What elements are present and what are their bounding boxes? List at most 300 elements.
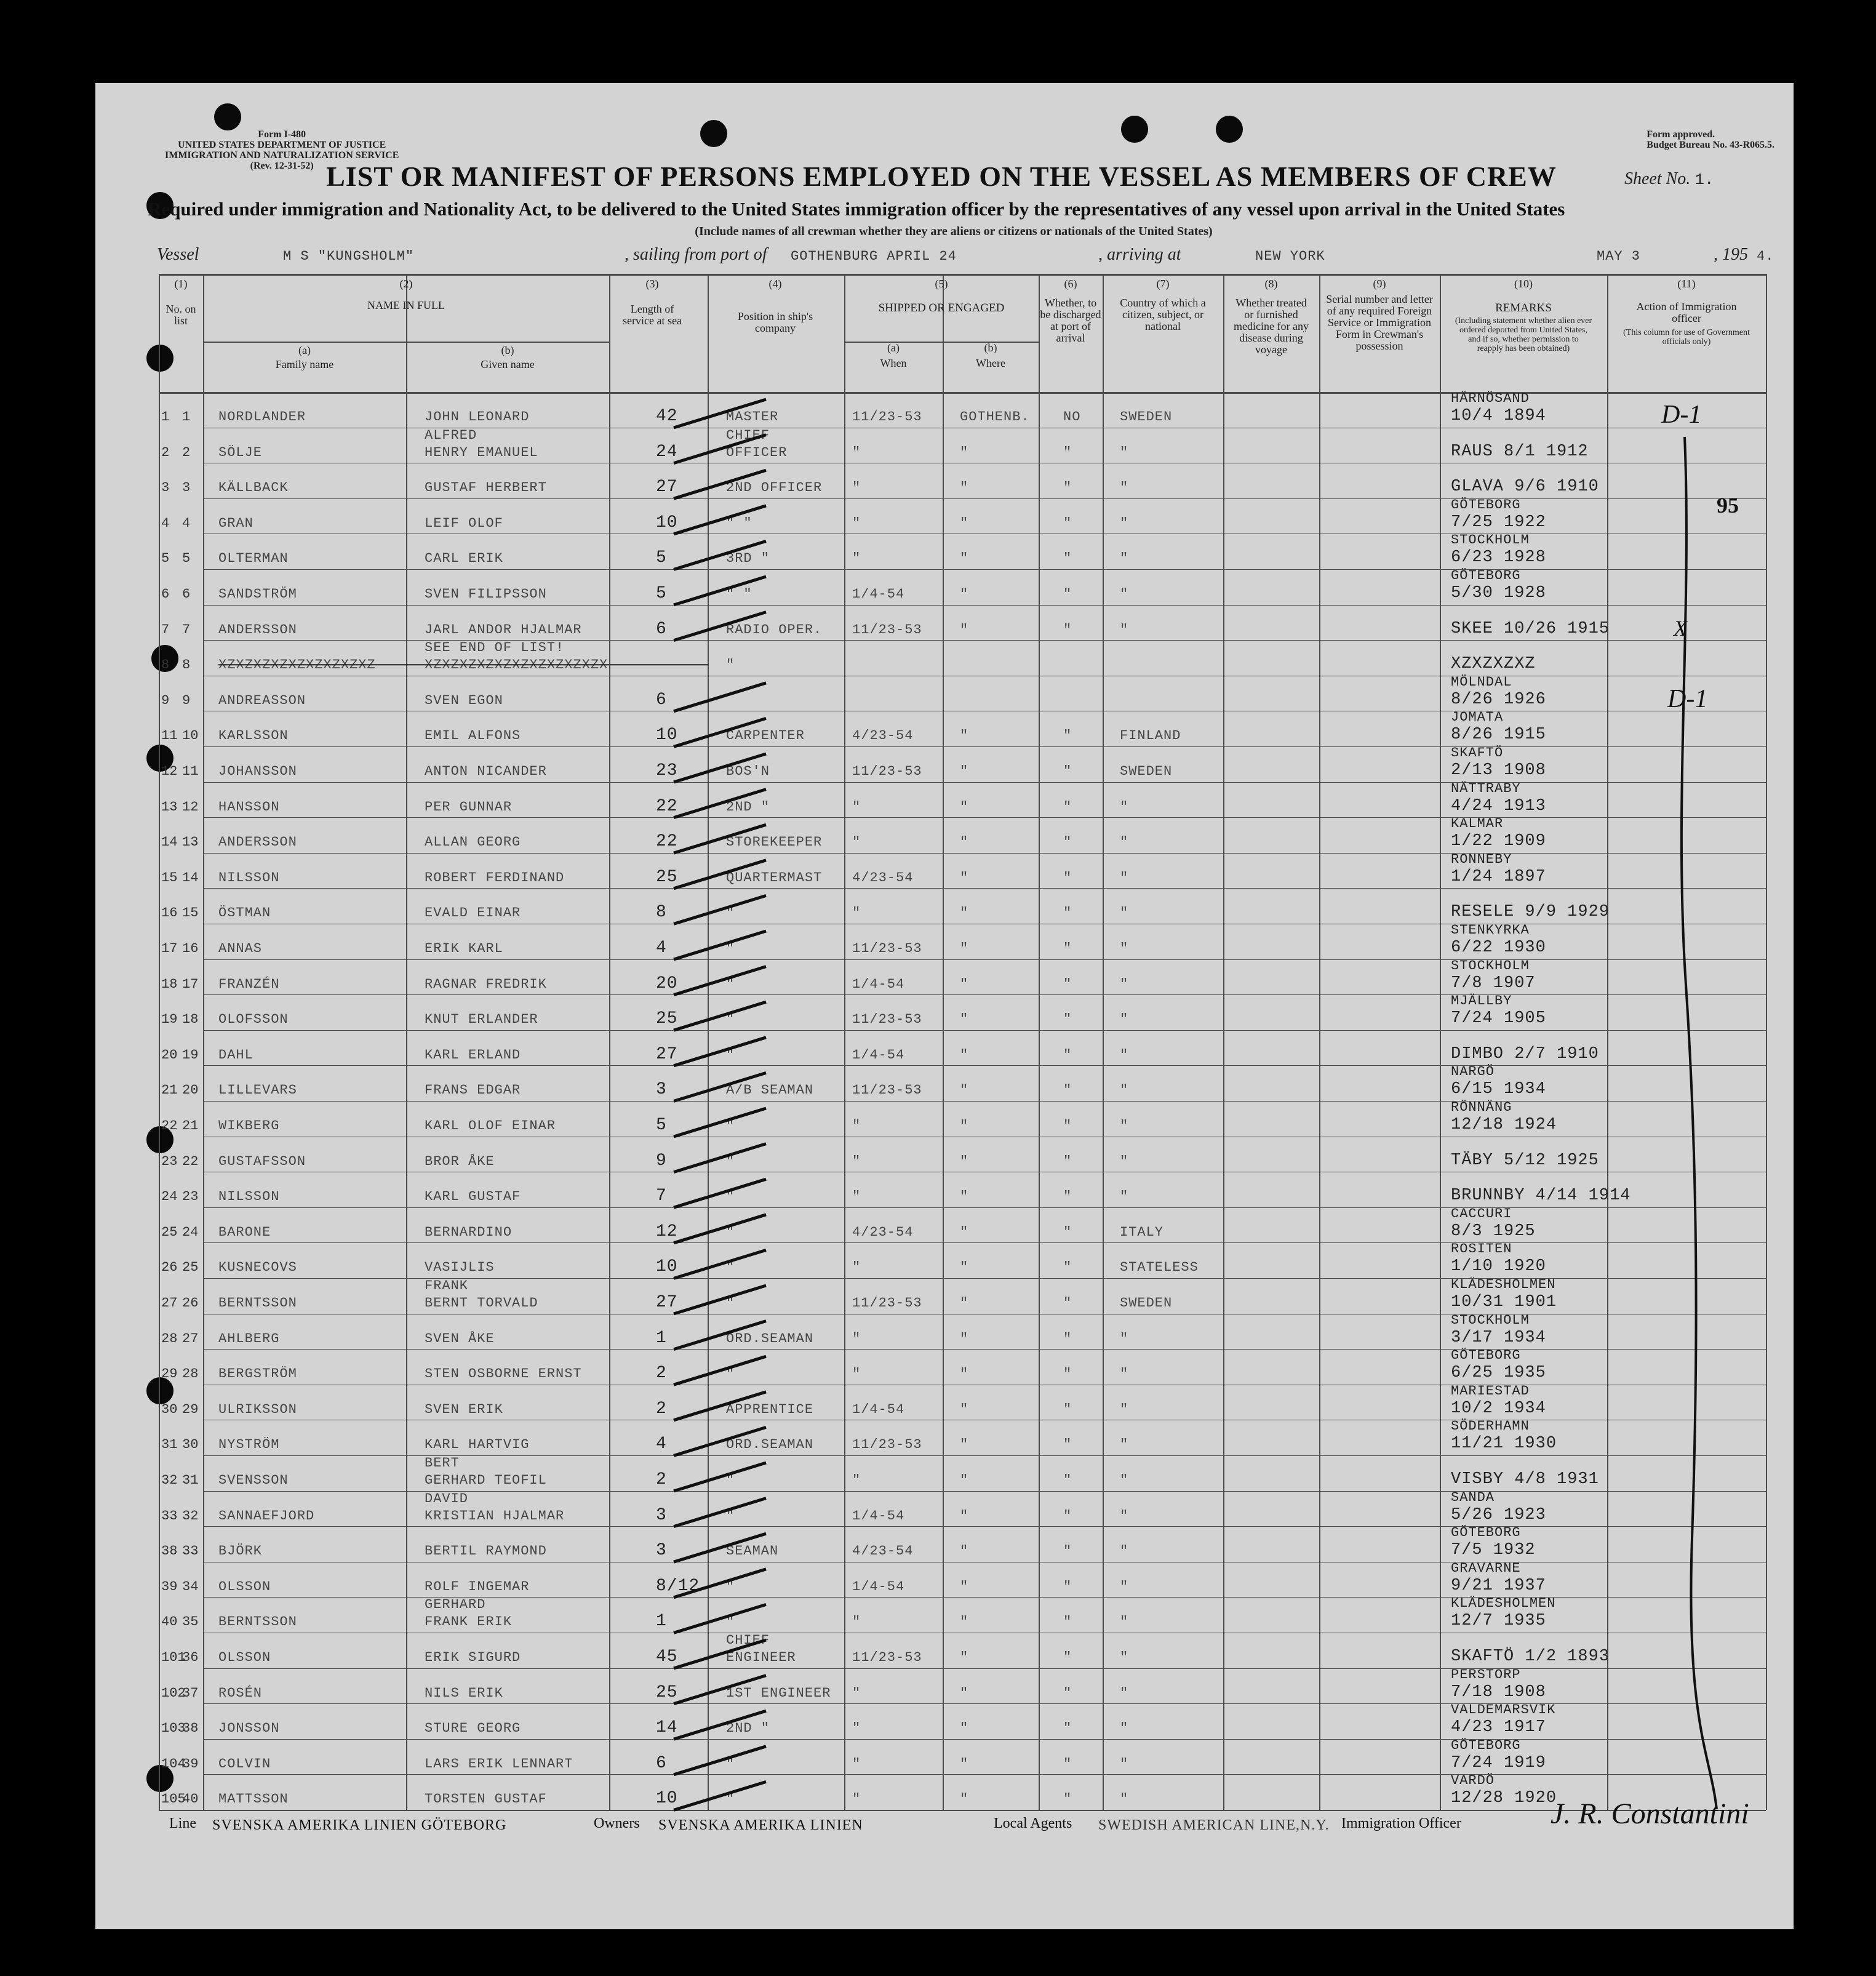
- service-name: IMMIGRATION AND NATURALIZATION SERVICE: [165, 150, 399, 161]
- shipped-when: ": [852, 1756, 861, 1772]
- given-name: BERTIL RAYMOND: [425, 1543, 547, 1559]
- remark: VISBY 4/8 1931: [1451, 1470, 1599, 1489]
- shipped-where: ": [960, 586, 969, 602]
- row-number: 6: [182, 586, 191, 602]
- position: RADIO OPER.: [726, 622, 823, 638]
- citizenship: ": [1120, 1578, 1129, 1594]
- remark-place: JOMATA: [1451, 710, 1504, 726]
- strike-mark: [674, 1179, 766, 1207]
- officer-signature: J. R. Constantini: [1551, 1798, 1749, 1830]
- years-at-sea: 27: [656, 478, 678, 497]
- remark-place: RONNEBY: [1451, 851, 1512, 867]
- row-number: 15: [182, 905, 199, 921]
- position: ": [726, 1791, 735, 1807]
- shipped-where: ": [960, 1756, 969, 1772]
- shipped-when: 1/4-54: [852, 1578, 905, 1594]
- remark: 7/18 1908: [1451, 1682, 1546, 1702]
- shipped-where: ": [960, 764, 969, 779]
- given-name: SVEN ÅKE: [425, 1330, 495, 1346]
- given-name: ROLF INGEMAR: [425, 1578, 530, 1594]
- department-name: UNITED STATES DEPARTMENT OF JUSTICE: [178, 140, 386, 150]
- budget-bureau-no: Budget Bureau No. 43-R065.5.: [1646, 140, 1774, 150]
- given-name-above: DAVID: [425, 1490, 469, 1506]
- position: ": [726, 1047, 735, 1063]
- col2b-label: Given name: [481, 358, 535, 370]
- year-label: , 195: [1714, 245, 1748, 264]
- years-at-sea: 5: [656, 548, 667, 568]
- position: APPRENTICE: [726, 1401, 814, 1417]
- shipped-when: 11/23-53: [852, 764, 922, 779]
- remark-place: GÖTEBORG: [1451, 568, 1521, 583]
- remark: 6/25 1935: [1451, 1364, 1546, 1383]
- row-number: 11: [182, 764, 199, 779]
- family-name: OLOFSSON: [218, 1012, 289, 1028]
- position: ": [726, 1366, 735, 1382]
- shipped-where: ": [960, 1650, 969, 1665]
- discharged: ": [1063, 1118, 1072, 1134]
- footer-agents-value: SWEDISH AMERICAN LINE,N.Y.: [1098, 1817, 1330, 1833]
- strike-mark: [674, 541, 766, 569]
- family-name: HANSSON: [218, 799, 280, 815]
- row-number: 5: [182, 551, 191, 567]
- position: 2ND ": [726, 1721, 770, 1737]
- col5b-label: Where: [976, 357, 1005, 369]
- family-name: SANDSTRÖM: [218, 586, 297, 602]
- family-name: BJÖRK: [218, 1543, 263, 1559]
- years-at-sea: 5: [656, 584, 667, 603]
- approval-text: Form approved.: [1646, 129, 1715, 140]
- form-number: Form I-480: [258, 129, 306, 140]
- years-at-sea: 4: [656, 938, 667, 958]
- remark: 10/2 1934: [1451, 1399, 1546, 1418]
- position: SEAMAN: [726, 1543, 779, 1559]
- shipped-where: ": [960, 1543, 969, 1559]
- years-at-sea: 3: [656, 1080, 667, 1100]
- position: ": [726, 1012, 735, 1028]
- discharged: ": [1063, 515, 1072, 531]
- remark: 12/7 1935: [1451, 1612, 1546, 1631]
- shipped-where: ": [960, 1366, 969, 1382]
- row-left-number: 104: [161, 1756, 186, 1772]
- arrival-port: NEW YORK: [1255, 249, 1325, 264]
- remark: 5/30 1928: [1451, 584, 1546, 602]
- given-name: KARL OLOF EINAR: [425, 1118, 556, 1134]
- row-number: 28: [182, 1366, 199, 1382]
- remark-place: RÖNNÄNG: [1451, 1100, 1512, 1115]
- shipped-where: ": [960, 834, 969, 850]
- strike-mark: [674, 1746, 766, 1775]
- family-name: ANDREASSON: [218, 692, 306, 708]
- row-number: 24: [182, 1224, 199, 1240]
- family-name: BARONE: [218, 1224, 271, 1240]
- discharged: ": [1063, 1721, 1072, 1737]
- discharged: ": [1063, 1685, 1072, 1701]
- years-at-sea: 10: [656, 513, 678, 532]
- family-name: ROSÉN: [218, 1685, 263, 1701]
- remark: 8/3 1925: [1451, 1222, 1536, 1241]
- citizenship: ": [1120, 1473, 1129, 1488]
- discharged: ": [1063, 1260, 1072, 1276]
- given-name: KARL GUSTAF: [425, 1189, 521, 1205]
- given-name: STEN OSBORNE ERNST: [425, 1366, 582, 1382]
- footer-line-label: Line: [169, 1815, 196, 1831]
- citizenship: ITALY: [1120, 1224, 1164, 1240]
- family-name: BERNTSSON: [218, 1295, 297, 1311]
- citizenship: ": [1120, 1012, 1129, 1028]
- shipped-where: ": [960, 1047, 969, 1063]
- given-name-above: BERT: [425, 1455, 460, 1471]
- row-number: 4: [182, 515, 191, 531]
- shipped-where: ": [960, 1224, 969, 1240]
- years-at-sea: 6: [656, 690, 667, 710]
- remark: XZXZXZXZ: [1451, 655, 1536, 674]
- citizenship: ": [1120, 1047, 1129, 1063]
- family-name: XZXZXZXZXZXZXZXZXZ: [218, 657, 376, 673]
- shipped-when: ": [852, 1614, 861, 1630]
- row-number: 2: [182, 444, 191, 460]
- citizenship: ": [1120, 622, 1129, 638]
- discharged: ": [1063, 1791, 1072, 1807]
- row-number: 13: [182, 834, 199, 850]
- shipped-where: ": [960, 1437, 969, 1453]
- row-left-number: 32: [161, 1473, 178, 1488]
- row-left-number: 30: [161, 1401, 178, 1417]
- remark: 2/13 1908: [1451, 761, 1546, 780]
- vessel-name: M S "KUNGSHOLM": [283, 249, 415, 264]
- remark-place: MARIESTAD: [1451, 1383, 1530, 1399]
- col11-note: (This column for use of Government officials only): [1623, 328, 1750, 346]
- position: ORD.SEAMAN: [726, 1330, 814, 1346]
- col2a-label: Family name: [275, 358, 334, 370]
- row-left-number: 6: [161, 586, 170, 602]
- given-name: STURE GEORG: [425, 1721, 521, 1737]
- shipped-where: ": [960, 1508, 969, 1524]
- citizenship: ": [1120, 976, 1129, 992]
- years-at-sea: 10: [656, 726, 678, 745]
- row-number: 1: [182, 409, 191, 425]
- sailing-port: GOTHENBURG APRIL 24: [791, 249, 957, 264]
- position: OFFICER: [726, 444, 788, 460]
- shipped-where: ": [960, 870, 969, 886]
- given-name: FRANK ERIK: [425, 1614, 513, 1630]
- given-name: BERNT TORVALD: [425, 1295, 538, 1311]
- form-revision: (Rev. 12-31-52): [250, 161, 314, 171]
- years-at-sea: 4: [656, 1434, 667, 1454]
- remark: 5/26 1923: [1451, 1505, 1546, 1524]
- shipped-where: ": [960, 1578, 969, 1594]
- given-name: BERNARDINO: [425, 1224, 513, 1240]
- annotation-row9: D-1: [1667, 685, 1708, 713]
- col6-label: Whether, to be discharged at port of arrival: [1040, 297, 1101, 344]
- strike-mark: [674, 1108, 766, 1137]
- row-number: 30: [182, 1437, 199, 1453]
- remark-place: MJÄLLBY: [1451, 993, 1512, 1009]
- remark: 6/23 1928: [1451, 548, 1546, 567]
- position: 1ST ENGINEER: [726, 1685, 831, 1701]
- years-at-sea: 27: [656, 1044, 678, 1064]
- row-left-number: 14: [161, 834, 178, 850]
- row-left-number: 26: [161, 1260, 178, 1276]
- discharged: ": [1063, 622, 1072, 638]
- discharged: ": [1063, 1401, 1072, 1417]
- row-left-number: 29: [161, 1366, 178, 1382]
- shipped-where: ": [960, 1685, 969, 1701]
- discharged: ": [1063, 1437, 1072, 1453]
- strike-mark: [674, 1782, 766, 1810]
- years-at-sea: 25: [656, 867, 678, 887]
- citizenship: ": [1120, 870, 1129, 886]
- citizenship: ": [1120, 1508, 1129, 1524]
- col7-number: (7): [1156, 278, 1170, 290]
- position: ": [726, 1578, 735, 1594]
- row-left-number: 11: [161, 728, 178, 744]
- discharged: ": [1063, 1366, 1072, 1382]
- family-name: BERNTSSON: [218, 1614, 297, 1630]
- discharged: ": [1063, 941, 1072, 956]
- family-name: OLSSON: [218, 1650, 271, 1665]
- remark-place: PERSTORP: [1451, 1666, 1521, 1682]
- row-left-number: 27: [161, 1295, 178, 1311]
- family-name: KARLSSON: [218, 728, 289, 744]
- row-number: 8: [182, 657, 191, 673]
- row-left-number: 22: [161, 1118, 178, 1134]
- position: STOREKEEPER: [726, 834, 823, 850]
- row-number: 22: [182, 1153, 199, 1169]
- position: MASTER: [726, 409, 779, 425]
- citizenship: ": [1120, 1118, 1129, 1134]
- citizenship: ": [1120, 1330, 1129, 1346]
- shipped-when: ": [852, 1330, 861, 1346]
- column11-count: 95: [1717, 493, 1739, 518]
- remark-place: NÄTTRABY: [1451, 780, 1521, 796]
- discharged: ": [1063, 976, 1072, 992]
- citizenship: ": [1120, 1543, 1129, 1559]
- shipped-when: ": [852, 480, 861, 496]
- strike-mark: [674, 1073, 766, 1101]
- position: ": [726, 1189, 735, 1205]
- position: QUARTERMAST: [726, 870, 823, 886]
- row-number: 12: [182, 799, 199, 815]
- strike-mark: [674, 1427, 766, 1455]
- given-name-above: SEE END OF LIST!: [425, 640, 565, 656]
- col11-number: (11): [1677, 278, 1696, 290]
- position: ": [726, 1260, 735, 1276]
- position: ": [726, 657, 735, 673]
- row-left-number: 9: [161, 692, 170, 708]
- row-number: 36: [182, 1650, 199, 1665]
- row-left-number: 101: [161, 1650, 186, 1665]
- remark: 8/26 1926: [1451, 690, 1546, 709]
- position: " ": [726, 586, 752, 602]
- strike-mark: [674, 1002, 766, 1030]
- strike-mark: [674, 1534, 766, 1562]
- row-left-number: 28: [161, 1330, 178, 1346]
- strike-mark: [674, 683, 766, 711]
- strike-mark: [674, 790, 766, 818]
- strike-mark: [674, 435, 766, 463]
- col9-number: (9): [1373, 278, 1386, 290]
- discharged: ": [1063, 551, 1072, 567]
- years-at-sea: 27: [656, 1293, 678, 1312]
- row-left-number: 33: [161, 1508, 178, 1524]
- remark-place: KLÄDESHOLMEN: [1451, 1596, 1556, 1612]
- position: ": [726, 1614, 735, 1630]
- position: ": [726, 1118, 735, 1134]
- shipped-when: ": [852, 905, 861, 921]
- col5b-number: (b): [984, 342, 997, 354]
- strike-mark: [674, 931, 766, 959]
- remark-place: STOCKHOLM: [1451, 958, 1530, 974]
- row-number: 9: [182, 692, 191, 708]
- row-left-number: 23: [161, 1153, 178, 1169]
- citizenship: ": [1120, 1082, 1129, 1098]
- remark-place: SANDA: [1451, 1489, 1495, 1505]
- shipped-where: ": [960, 1118, 969, 1134]
- years-at-sea: 10: [656, 1257, 678, 1277]
- citizenship: ": [1120, 1721, 1129, 1737]
- shipped-where: ": [960, 1012, 969, 1028]
- remark: 10/31 1901: [1451, 1293, 1557, 1311]
- position: ORD.SEAMAN: [726, 1437, 814, 1453]
- position-above: CHIEF: [726, 1633, 770, 1648]
- col4-label: Position in ship's company: [737, 310, 813, 334]
- remark-place: GÖTEBORG: [1451, 1348, 1521, 1364]
- col11-label: Action of Immigration officer: [1636, 300, 1737, 324]
- shipped-where: ": [960, 1721, 969, 1737]
- include-note: (Include names of all crewman whether they are aliens or citizens or nationals of the United States): [695, 225, 1213, 238]
- row-left-number: 13: [161, 799, 178, 815]
- row-left-number: 39: [161, 1578, 178, 1594]
- family-name: SÖLJE: [218, 444, 263, 460]
- remark-place: GRAVARNE: [1451, 1560, 1521, 1576]
- strike-mark: [674, 577, 766, 605]
- strike-mark: [674, 1356, 766, 1385]
- given-name: KARL HARTVIG: [425, 1437, 530, 1453]
- annotation-row1: D-1: [1661, 401, 1702, 429]
- position: " ": [726, 515, 752, 531]
- family-name: BERGSTRÖM: [218, 1366, 297, 1382]
- col2a-number: (a): [298, 344, 311, 356]
- shipped-where: ": [960, 444, 969, 460]
- discharged: ": [1063, 1047, 1072, 1063]
- col2b-number: (b): [501, 344, 514, 356]
- col4-number: (4): [768, 278, 782, 290]
- discharged: ": [1063, 1153, 1072, 1169]
- family-name: KÄLLBACK: [218, 480, 289, 496]
- given-name: XZXZXZXZXZXZXZXZXZXZX: [425, 657, 609, 673]
- given-name-above: GERHARD: [425, 1597, 486, 1613]
- col7-label: Country of which a citizen, subject, or national: [1120, 297, 1206, 332]
- given-name: PER GUNNAR: [425, 799, 513, 815]
- position: ": [726, 941, 735, 956]
- remark: 7/5 1932: [1451, 1541, 1536, 1560]
- row-left-number: 102: [161, 1685, 186, 1701]
- citizenship: SWEDEN: [1120, 764, 1173, 779]
- sheet-no-value: 1.: [1694, 170, 1714, 189]
- discharged: ": [1063, 1295, 1072, 1311]
- years-at-sea: 23: [656, 761, 678, 780]
- row-left-number: 18: [161, 976, 178, 992]
- strike-mark: [674, 399, 766, 428]
- row-left-number: 15: [161, 870, 178, 886]
- row-number: 40: [182, 1791, 199, 1807]
- row-number: 27: [182, 1330, 199, 1346]
- row-left-number: 38: [161, 1543, 178, 1559]
- shipped-where: ": [960, 1260, 969, 1276]
- years-at-sea: 14: [656, 1718, 678, 1738]
- discharged: ": [1063, 905, 1072, 921]
- discharged: ": [1063, 1650, 1072, 1665]
- remark: 6/22 1930: [1451, 938, 1546, 957]
- strike-mark: [674, 1711, 766, 1739]
- shipped-when: ": [852, 1118, 861, 1134]
- citizenship: ": [1120, 480, 1129, 496]
- row-left-number: 40: [161, 1614, 178, 1630]
- position: ": [726, 1224, 735, 1240]
- remark: RESELE 9/9 1929: [1451, 903, 1610, 922]
- given-name: JARL ANDOR HJALMAR: [425, 622, 582, 638]
- row-number: 37: [182, 1685, 199, 1701]
- position: CARPENTER: [726, 728, 805, 744]
- remark: GLAVA 9/6 1910: [1451, 478, 1599, 497]
- discharged: ": [1063, 1189, 1072, 1205]
- family-name: NYSTRÖM: [218, 1437, 280, 1453]
- remark: TÄBY 5/12 1925: [1451, 1151, 1599, 1170]
- shipped-when: ": [852, 1153, 861, 1169]
- given-name: ERIK SIGURD: [425, 1650, 521, 1665]
- discharged: ": [1063, 1224, 1072, 1240]
- strike-mark: [674, 1569, 766, 1598]
- family-name: WIKBERG: [218, 1118, 280, 1134]
- position: 2ND ": [726, 799, 770, 815]
- citizenship: ": [1120, 1756, 1129, 1772]
- position: ": [726, 1473, 735, 1488]
- years-at-sea: 2: [656, 1364, 667, 1383]
- citizenship: ": [1120, 551, 1129, 567]
- remark: DIMBO 2/7 1910: [1451, 1044, 1599, 1063]
- shipped-where: ": [960, 941, 969, 956]
- citizenship: ": [1120, 799, 1129, 815]
- remark: 3/17 1934: [1451, 1328, 1546, 1347]
- col1-number: (1): [174, 278, 188, 290]
- position: ": [726, 1756, 735, 1772]
- strike-mark: [674, 1321, 766, 1350]
- remark-place: SKAFTÖ: [1451, 745, 1504, 761]
- shipped-where: ": [960, 480, 969, 496]
- family-name: LILLEVARS: [218, 1082, 297, 1098]
- years-at-sea: 1: [656, 1612, 667, 1631]
- given-name: KARL ERLAND: [425, 1047, 521, 1063]
- position: ": [726, 1508, 735, 1524]
- remark-place: VARDÖ: [1451, 1773, 1495, 1789]
- shipped-where: ": [960, 799, 969, 815]
- remark: 7/24 1919: [1451, 1753, 1546, 1772]
- family-name: JONSSON: [218, 1721, 280, 1737]
- family-name: JOHANSSON: [218, 764, 297, 779]
- shipped-when: ": [852, 834, 861, 850]
- row-left-number: 21: [161, 1082, 178, 1098]
- col5a-number: (a): [887, 342, 900, 354]
- given-name: JOHN LEONARD: [425, 409, 530, 425]
- family-name: OLSSON: [218, 1578, 271, 1594]
- shipped-when: 1/4-54: [852, 1401, 905, 1417]
- row-left-number: 103: [161, 1721, 186, 1737]
- family-name: ANNAS: [218, 941, 263, 956]
- discharged: ": [1063, 1543, 1072, 1559]
- remark: 1/10 1920: [1451, 1257, 1546, 1276]
- family-name: ULRIKSSON: [218, 1401, 297, 1417]
- shipped-where: ": [960, 1189, 969, 1205]
